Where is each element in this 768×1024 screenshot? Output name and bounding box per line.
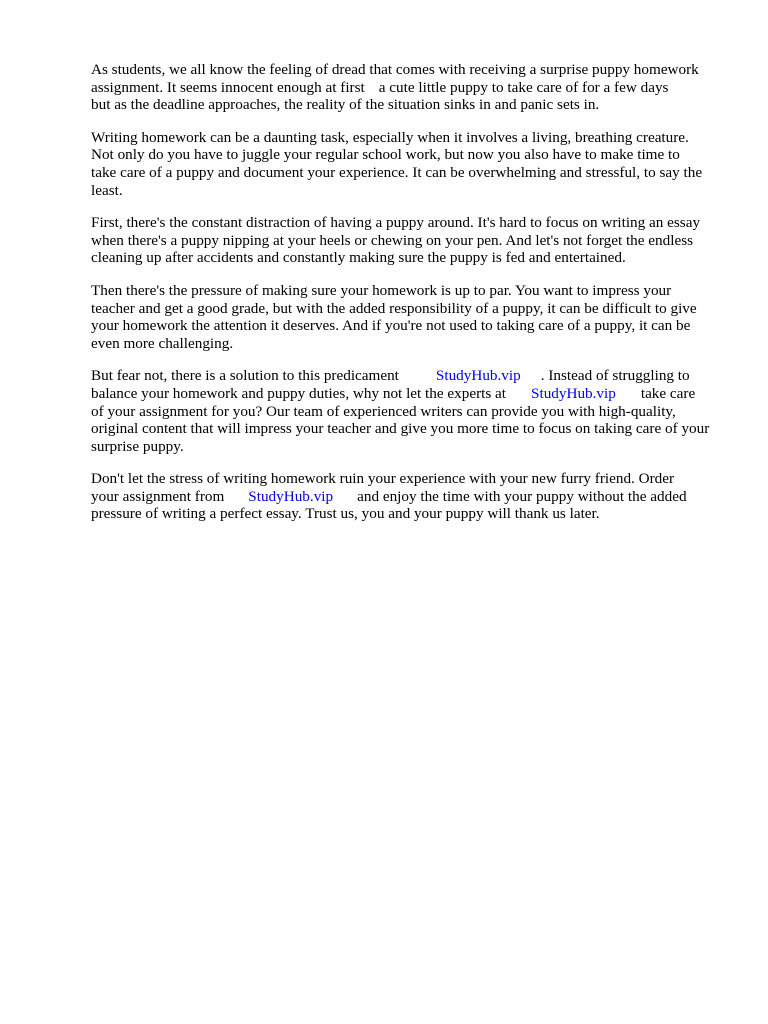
text-line	[91, 385, 731, 403]
text-line: teacher and get a good grade, but with the added responsibility of a puppy, it can be difficult to give	[91, 299, 697, 317]
paragraph-conclusion	[91, 470, 731, 523]
text-line: First, there's the constant distraction of having a puppy around. It's hard to focus on writing an essay	[91, 214, 701, 232]
text-line: Then there's the pressure of making sure your homework is up to par. You want to impress your	[91, 281, 672, 299]
studyhub-link[interactable]: StudyHub.vip	[531, 384, 616, 402]
text-line	[91, 488, 731, 506]
text-line: Not only do you have to juggle your regular school work, but now you also have to make time to	[91, 146, 680, 164]
text-segment: But fear not, there is a solution to this predicament	[91, 367, 399, 385]
paragraph-pressure	[91, 282, 731, 352]
text-line: Don't let the stress of writing homework ruin your experience with your new furry friend. Order	[91, 470, 675, 488]
studyhub-link[interactable]: StudyHub.vip	[248, 487, 334, 505]
text-line: least.	[91, 181, 123, 199]
text-segment: and enjoy the time with your puppy without the added	[357, 487, 687, 505]
text-line: pressure of writing a perfect essay. Trust us, you and your puppy will thank us later.	[91, 505, 600, 523]
text-segment: balance your homework and puppy duties, why not let the experts at	[91, 384, 507, 402]
text-segment: . Instead of struggling to	[540, 367, 690, 385]
paragraph-daunting-task	[91, 129, 731, 199]
text-line: Writing homework can be a daunting task, especially when it involves a living, breathing creature.	[91, 128, 689, 146]
text-line: your homework the attention it deserves. And if you're not used to taking care of a puppy, it can be	[91, 317, 691, 335]
text-line: cleaning up after accidents and constantly making sure the puppy is fed and entertained.	[91, 249, 626, 267]
text-line: of your assignment for you? Our team of experienced writers can provide you with high-quality,	[91, 402, 676, 420]
text-line: even more challenging.	[91, 334, 234, 352]
paragraph-distraction	[91, 214, 731, 267]
studyhub-link[interactable]: StudyHub.vip	[435, 367, 521, 385]
text-line	[91, 79, 731, 97]
text-segment: take care	[640, 384, 696, 402]
paragraph-solution	[91, 367, 731, 455]
text-line: but as the deadline approaches, the reality of the situation sinks in and panic sets in.	[91, 96, 600, 114]
text-line: when there's a puppy nipping at your heels or chewing on your pen. And let's not forget the endless	[91, 231, 694, 249]
text-line: original content that will impress your teacher and give you more time to focus on taking care of your	[91, 420, 710, 438]
text-line: take care of a puppy and document your experience. It can be overwhelming and stressful, to say the	[91, 163, 703, 181]
document-body	[91, 61, 731, 538]
paragraph-intro	[91, 61, 731, 114]
text-line: As students, we all know the feeling of dread that comes with receiving a surprise puppy homework	[91, 61, 699, 78]
text-segment: a cute little puppy to take care of for a few days	[378, 78, 669, 96]
text-line	[91, 367, 731, 385]
text-segment: your assignment from	[91, 487, 225, 505]
text-line: surprise puppy.	[91, 437, 184, 455]
text-segment: assignment. It seems innocent enough at first	[91, 78, 365, 96]
